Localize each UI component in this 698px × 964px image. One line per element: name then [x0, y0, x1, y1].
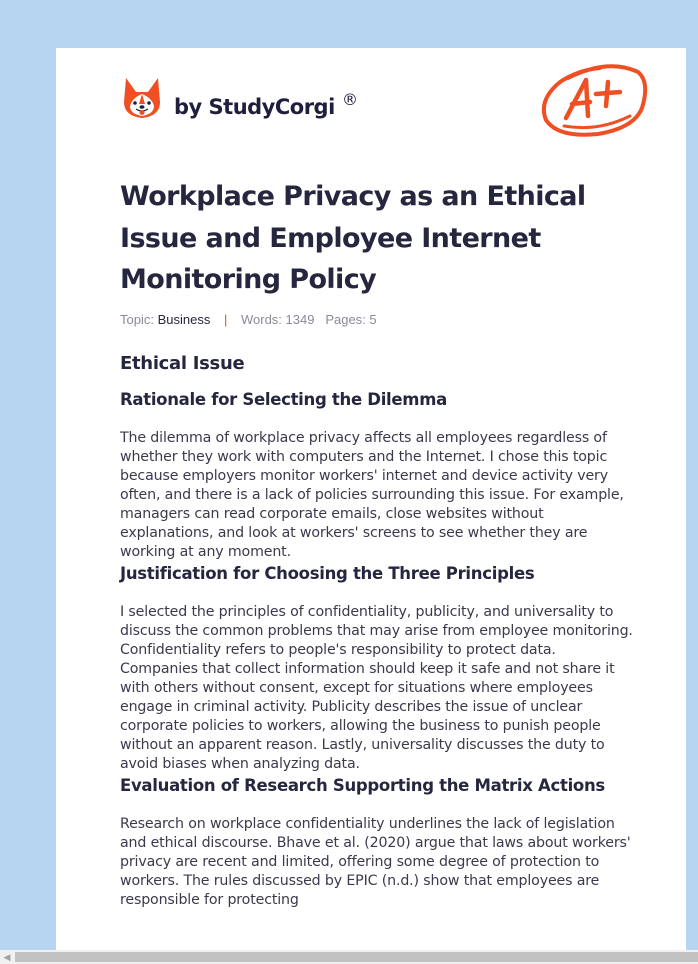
pages-count: 5 [369, 312, 377, 327]
registered-mark: ® [342, 90, 358, 109]
paragraph: The dilemma of workplace privacy affects all employees regardless of whether they work with computers and the Internet. I chose this topic because employers monitor workers' internet and device activity very often, and there is a lack of policies surrounding this issue. For example, managers can read corporate emails, close websites without explanations, and look at workers' screens to see whether they are working at any moment. [120, 430, 624, 560]
corgi-logo-icon [122, 76, 162, 120]
studycorgi-logo[interactable] [122, 76, 162, 120]
section-heading: Ethical Issue [120, 353, 245, 374]
topic-link[interactable]: Business [157, 312, 211, 327]
scrollbar-thumb[interactable] [15, 952, 698, 962]
paragraph: Research on workplace confidentiality underlines the lack of legislation and ethical discourse. Bhave et al. (2020) argue that laws about workers' privacy are recent and limited, offering some degree of protection to workers. The rules discussed by EPIC (n.d.) show that employees are responsible for protecting [120, 816, 631, 908]
pages-label: Pages: [325, 312, 366, 327]
horizontal-scrollbar[interactable] [0, 950, 698, 964]
scroll-left-arrow-icon[interactable]: ◀ [3, 952, 11, 962]
subsection-heading: Evaluation of Research Supporting the Matrix Actions [120, 776, 605, 795]
document-card [56, 48, 686, 958]
article-body [120, 352, 635, 910]
article-meta [120, 312, 377, 327]
words-label: Words: [240, 312, 282, 327]
brand-name[interactable]: by StudyCorgi [174, 95, 335, 119]
words-count: 1349 [285, 312, 315, 327]
subsection-heading: Justification for Choosing the Three Principles [120, 564, 535, 583]
grade-badge-icon [538, 58, 648, 145]
page-title: Workplace Privacy as an Ethical Issue and Employee Internet Monitoring Policy [120, 181, 586, 295]
meta-separator: | [223, 312, 228, 327]
topic-label: Topic: [120, 312, 154, 327]
paragraph: I selected the principles of confidentiality, publicity, and universality to discuss the common problems that may arise from employee monitoring. Confidentiality refers to people's responsibility to protect data. Companies that collect information should keep it safe and not share it with others without consent, except for situations where employees engage in criminal activity. Publicity describes the issue of unclear corporate policies to workers, allowing the business to punish people without an apparent reason. Lastly, universality discusses the duty to avoid biases when analyzing data. [120, 604, 633, 772]
subsection-heading: Rationale for Selecting the Dilemma [120, 390, 447, 409]
